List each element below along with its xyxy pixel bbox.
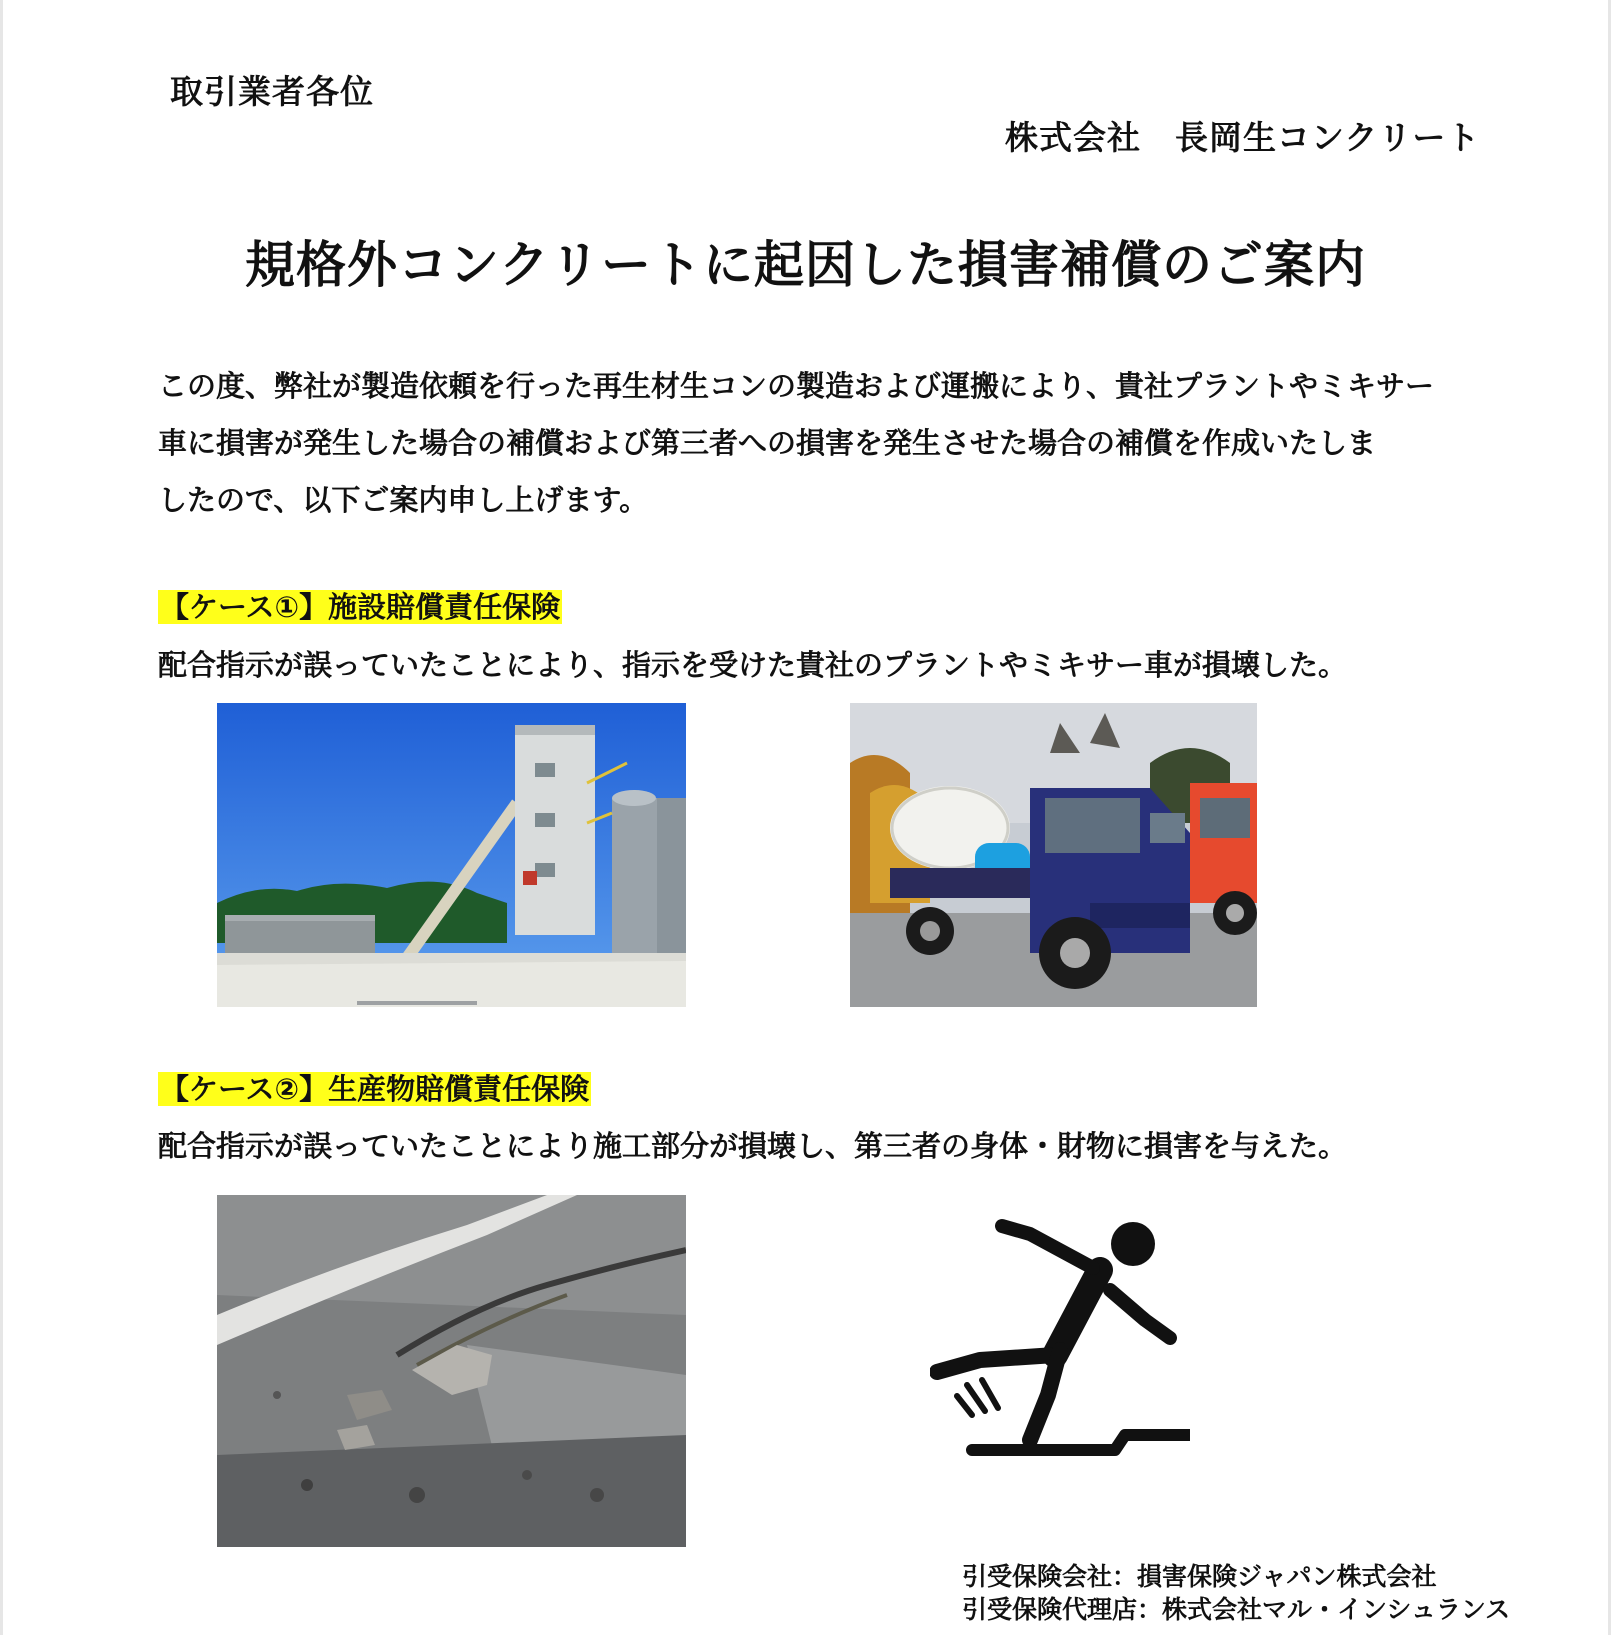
concrete-plant-photo [217,703,686,1007]
company-name: 株式会社 長岡生コンクリート [1005,118,1481,157]
page-title: 規格外コンクリートに起因した損害補償のご案内 [245,236,1366,294]
intro-line: 車に損害が発生した場合の補償および第三者への損害を発生させた場合の補償を作成いたしま [158,426,1377,460]
case-2-description: 配合指示が誤っていたことにより施工部分が損壊し、第三者の身体・財物に損害を与えた。 [158,1129,1348,1163]
agency-line: 引受保険代理店：株式会社マル・インシュランス [962,1595,1511,1624]
addressee: 取引業者各位 [170,72,374,111]
intro-paragraph [158,358,1488,529]
intro-line: この度、弊社が製造依頼を行った再生材生コンの製造および運搬により、貴社プラントやミキサー [158,369,1435,403]
intro-line: したので、以下ご案内申し上げます。 [158,483,649,517]
case-1-heading-wrap [158,585,562,626]
case-1-description: 配合指示が誤っていたことにより、指示を受けた貴社のプラントやミキサー車が損壊した。 [158,648,1348,682]
case-2-heading-wrap [158,1067,591,1108]
insurer-line: 引受保険会社：損害保険ジャパン株式会社 [962,1562,1437,1591]
case-1-heading: 【ケース①】施設賠償責任保険 [160,590,561,624]
slipping-person-icon [930,1210,1190,1470]
cracked-pavement-photo [217,1195,686,1547]
case-2-heading: 【ケース②】生産物賠償責任保険 [160,1072,590,1106]
mixer-truck-photo [850,703,1257,1007]
